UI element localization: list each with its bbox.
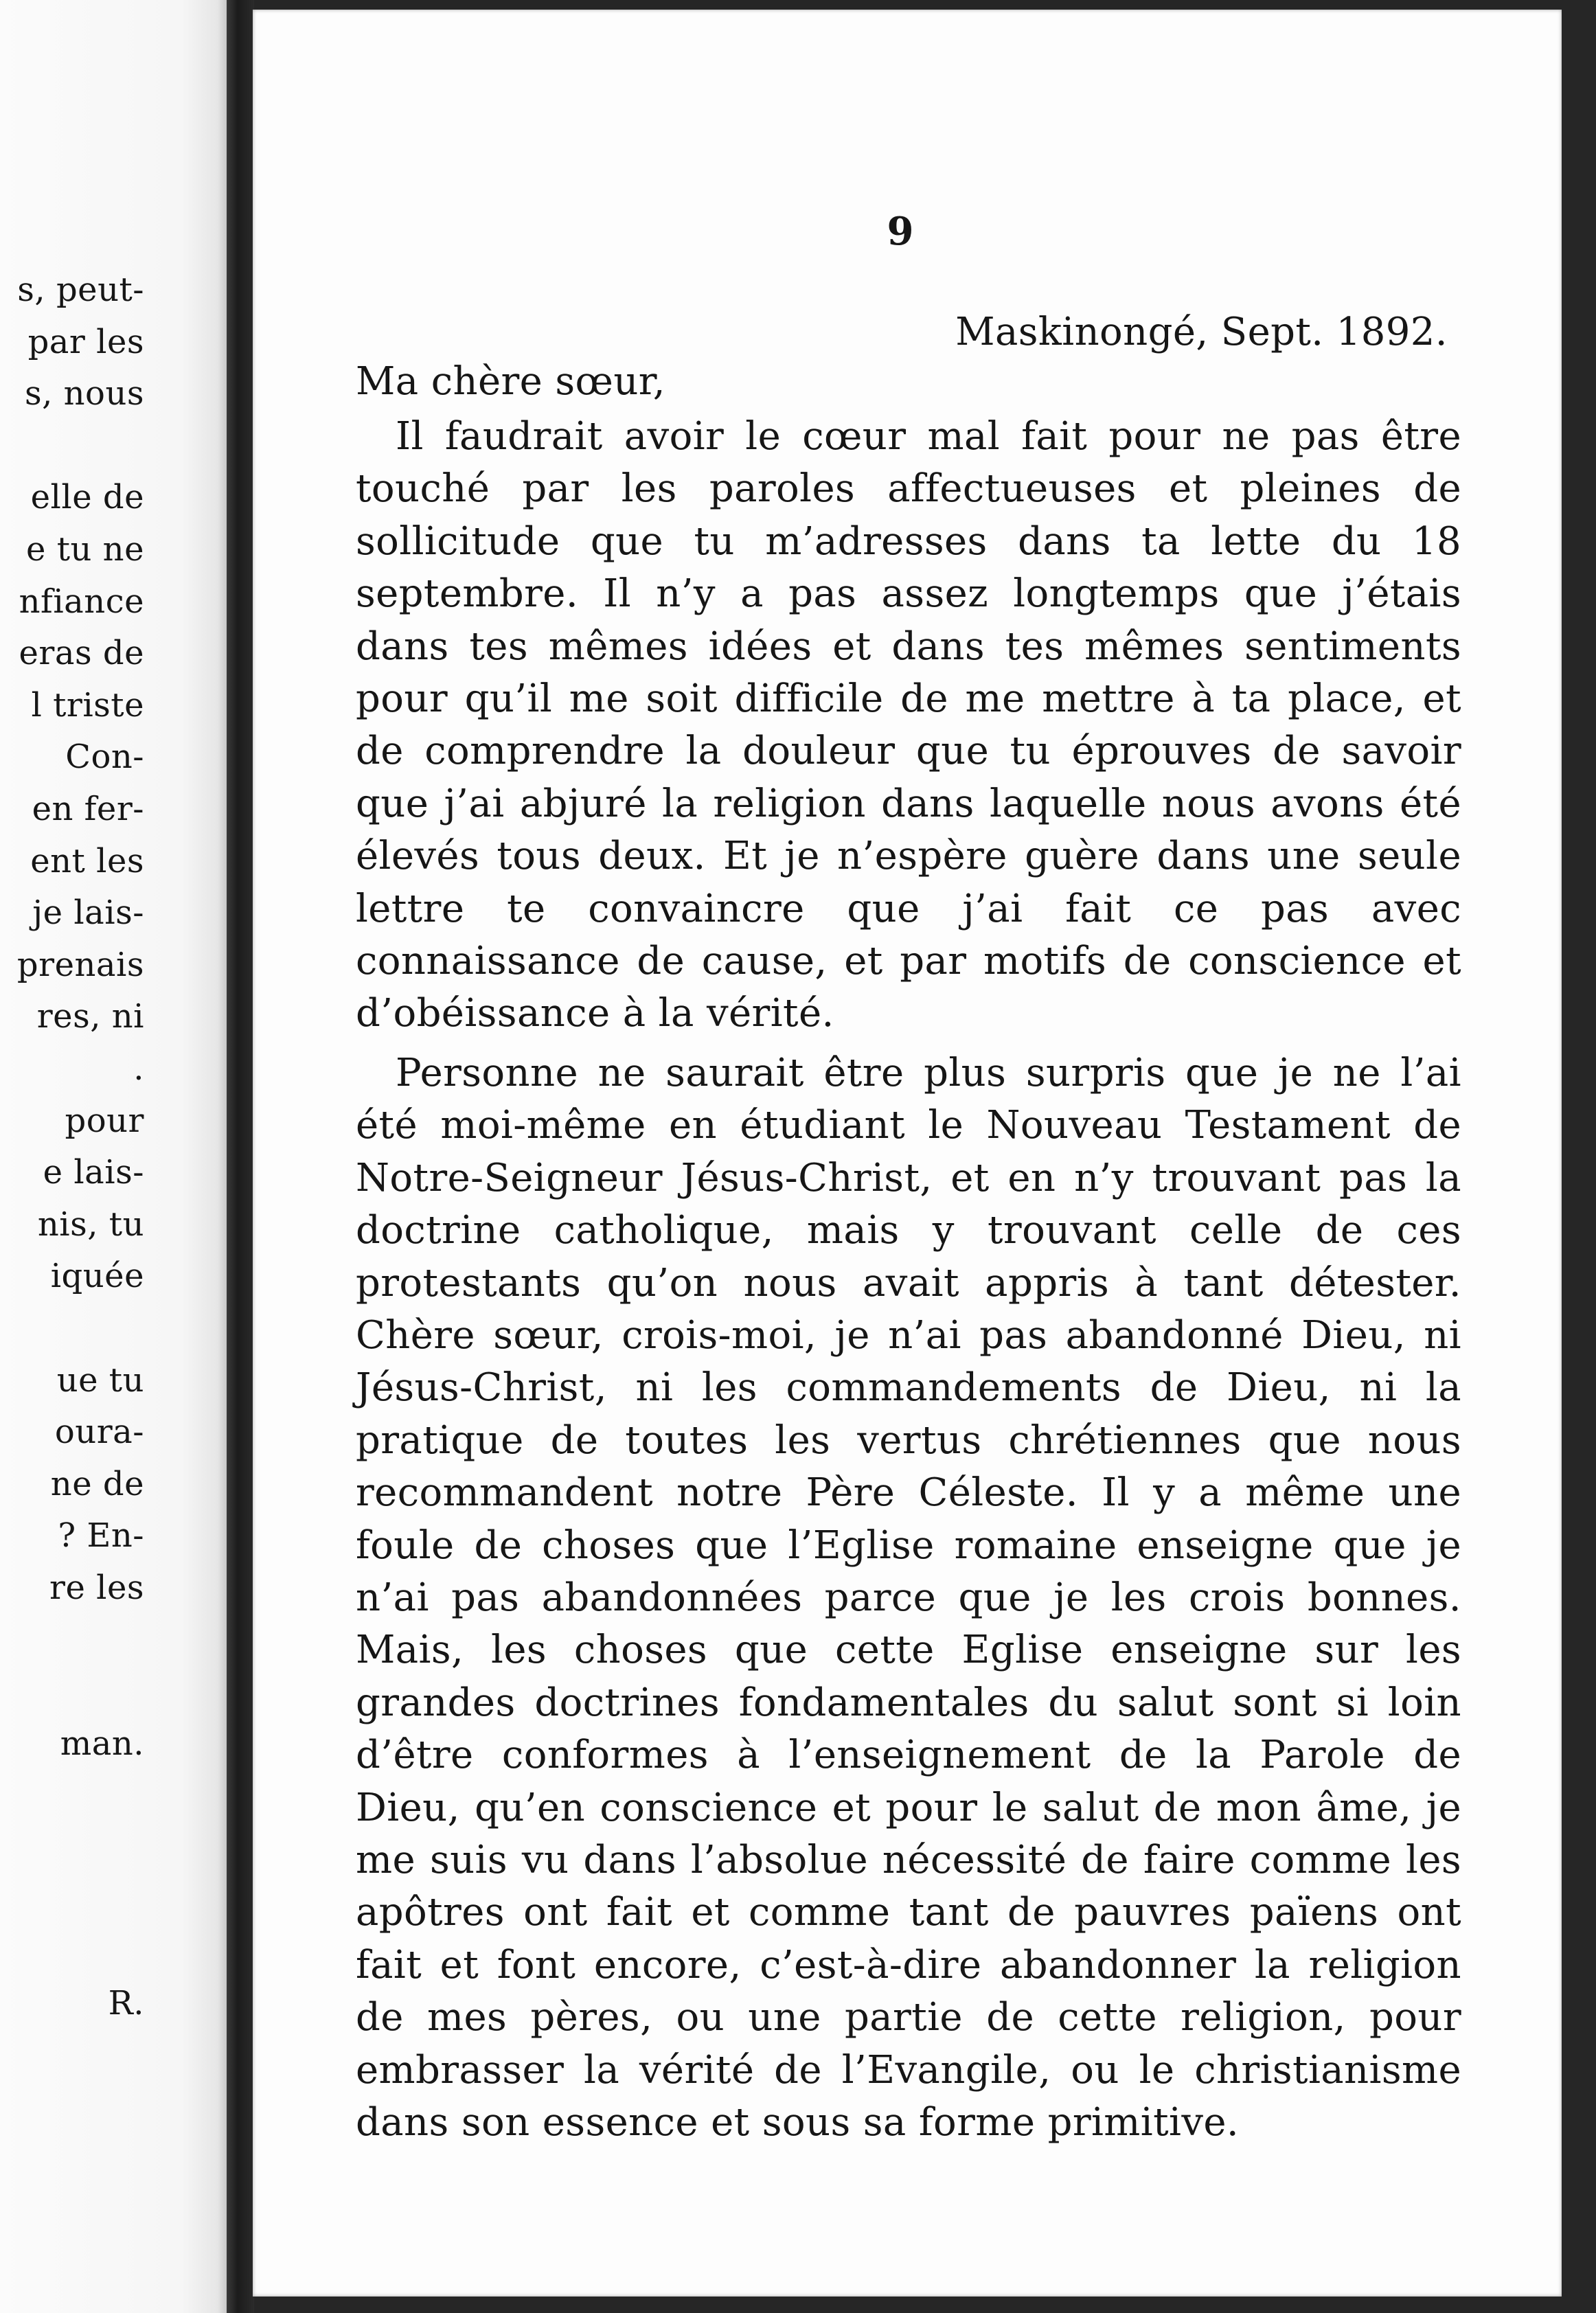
- previous-page-line-fragment: R.: [108, 1984, 144, 2023]
- previous-page-line-fragment: ent les: [30, 842, 144, 880]
- previous-page-edge: [0, 0, 227, 2313]
- previous-page-line-fragment: iquée: [50, 1257, 144, 1295]
- previous-page-line-fragment: Con-: [65, 738, 144, 776]
- previous-page-line-fragment: elle de: [30, 478, 144, 516]
- previous-page-line-fragment: nfiance: [19, 582, 144, 621]
- previous-page-line-fragment: ne de: [50, 1465, 144, 1503]
- previous-page-line-fragment: .: [133, 1049, 144, 1088]
- previous-page-line-fragment: e lais-: [43, 1153, 144, 1192]
- previous-page-line-fragment: e tu ne: [26, 530, 144, 569]
- book-page: [253, 10, 1562, 2297]
- previous-page-line-fragment: oura-: [54, 1413, 144, 1451]
- previous-page-line-fragment: l triste: [31, 686, 144, 725]
- salutation: Ma chère sœur,: [356, 359, 666, 404]
- previous-page-line-fragment: par les: [27, 323, 144, 361]
- previous-page-line-fragment: je lais-: [32, 893, 144, 932]
- previous-page-line-fragment: pour: [65, 1102, 144, 1140]
- paragraph-1: Il faudrait avoir le cœur mal fait pour ne pas être touché par les paroles affectueuses et pleines de sollicitude que tu m’adresses dans ta lette du 18 septembre. Il n’y a pas assez longtemps que j’étais dans tes mêmes idées et dans tes mêmes sentiments pour qu’il me soit difficile de me mettre à ta place, et de comprendre la douleur que tu éprouves de savoir que j’ai abjuré la religion dans laquelle nous avons été élevés tous deux. Et je n’espère guère dans une seule lettre te convaincre que j’ai fait ce pas avec connaissance de cause, et par motifs de conscience et d’obéissance à la vérité.: [356, 414, 1461, 1036]
- paragraph-2: Personne ne saurait être plus surpris que je ne l’ai été moi-même en étudiant le Nouveau Testament de Notre-Seigneur Jésus-Christ, et en n’y trouvant pas la doctrine catholique, mais y trouvant celle de ces protestants qu’on nous avait appris à tant détester. Chère sœur, crois-moi, je n’ai pas abandonné Dieu, ni Jésus-Christ, ni les commandements de Dieu, ni la pratique de toutes les vertus chrétiennes que nous recommandent notre Père Céleste. Il y a même une foule de choses que l’Eglise romaine enseigne que je n’ai pas abandonnées parce que je les crois bonnes. Mais, les choses que cette Eglise enseigne sur les grandes doctrines fondamentales du salut sont si loin d’être conformes à l’enseignement de la Parole de Dieu, qu’en conscience et pour le salut de mon âme, je me suis vu dans l’absolue nécessité de faire comme les apôtres ont fait et comme tant de pauvres païens ont fait et font encore, c’est-à-dire abandonner la religion de mes pères, ou une partie de cette religion, pour embrasser la vérité de l’Evangile, ou le christianisme dans son essence et sous sa forme primitive.: [356, 1050, 1461, 2145]
- previous-page-line-fragment: res, ni: [36, 997, 144, 1036]
- previous-page-line-fragment: en fer-: [32, 790, 144, 828]
- previous-page-line-fragment: eras de: [19, 634, 144, 672]
- previous-page-line-fragment: ? En-: [58, 1516, 144, 1555]
- previous-page-line-fragment: s, nous: [24, 374, 144, 413]
- previous-page-line-fragment: re les: [49, 1569, 144, 1607]
- book-gutter: [227, 0, 254, 2313]
- previous-page-line-fragment: prenais: [16, 946, 144, 984]
- page-number: 9: [887, 209, 914, 254]
- previous-page-line-fragment: nis, tu: [37, 1205, 144, 1244]
- previous-page-line-fragment: man.: [60, 1724, 144, 1763]
- letter-body: [356, 306, 1461, 2149]
- previous-page-line-fragment: s, peut-: [17, 271, 144, 309]
- previous-page-line-fragment: ue tu: [56, 1361, 144, 1400]
- dateline: Maskinongé, Sept. 1892.: [955, 310, 1448, 354]
